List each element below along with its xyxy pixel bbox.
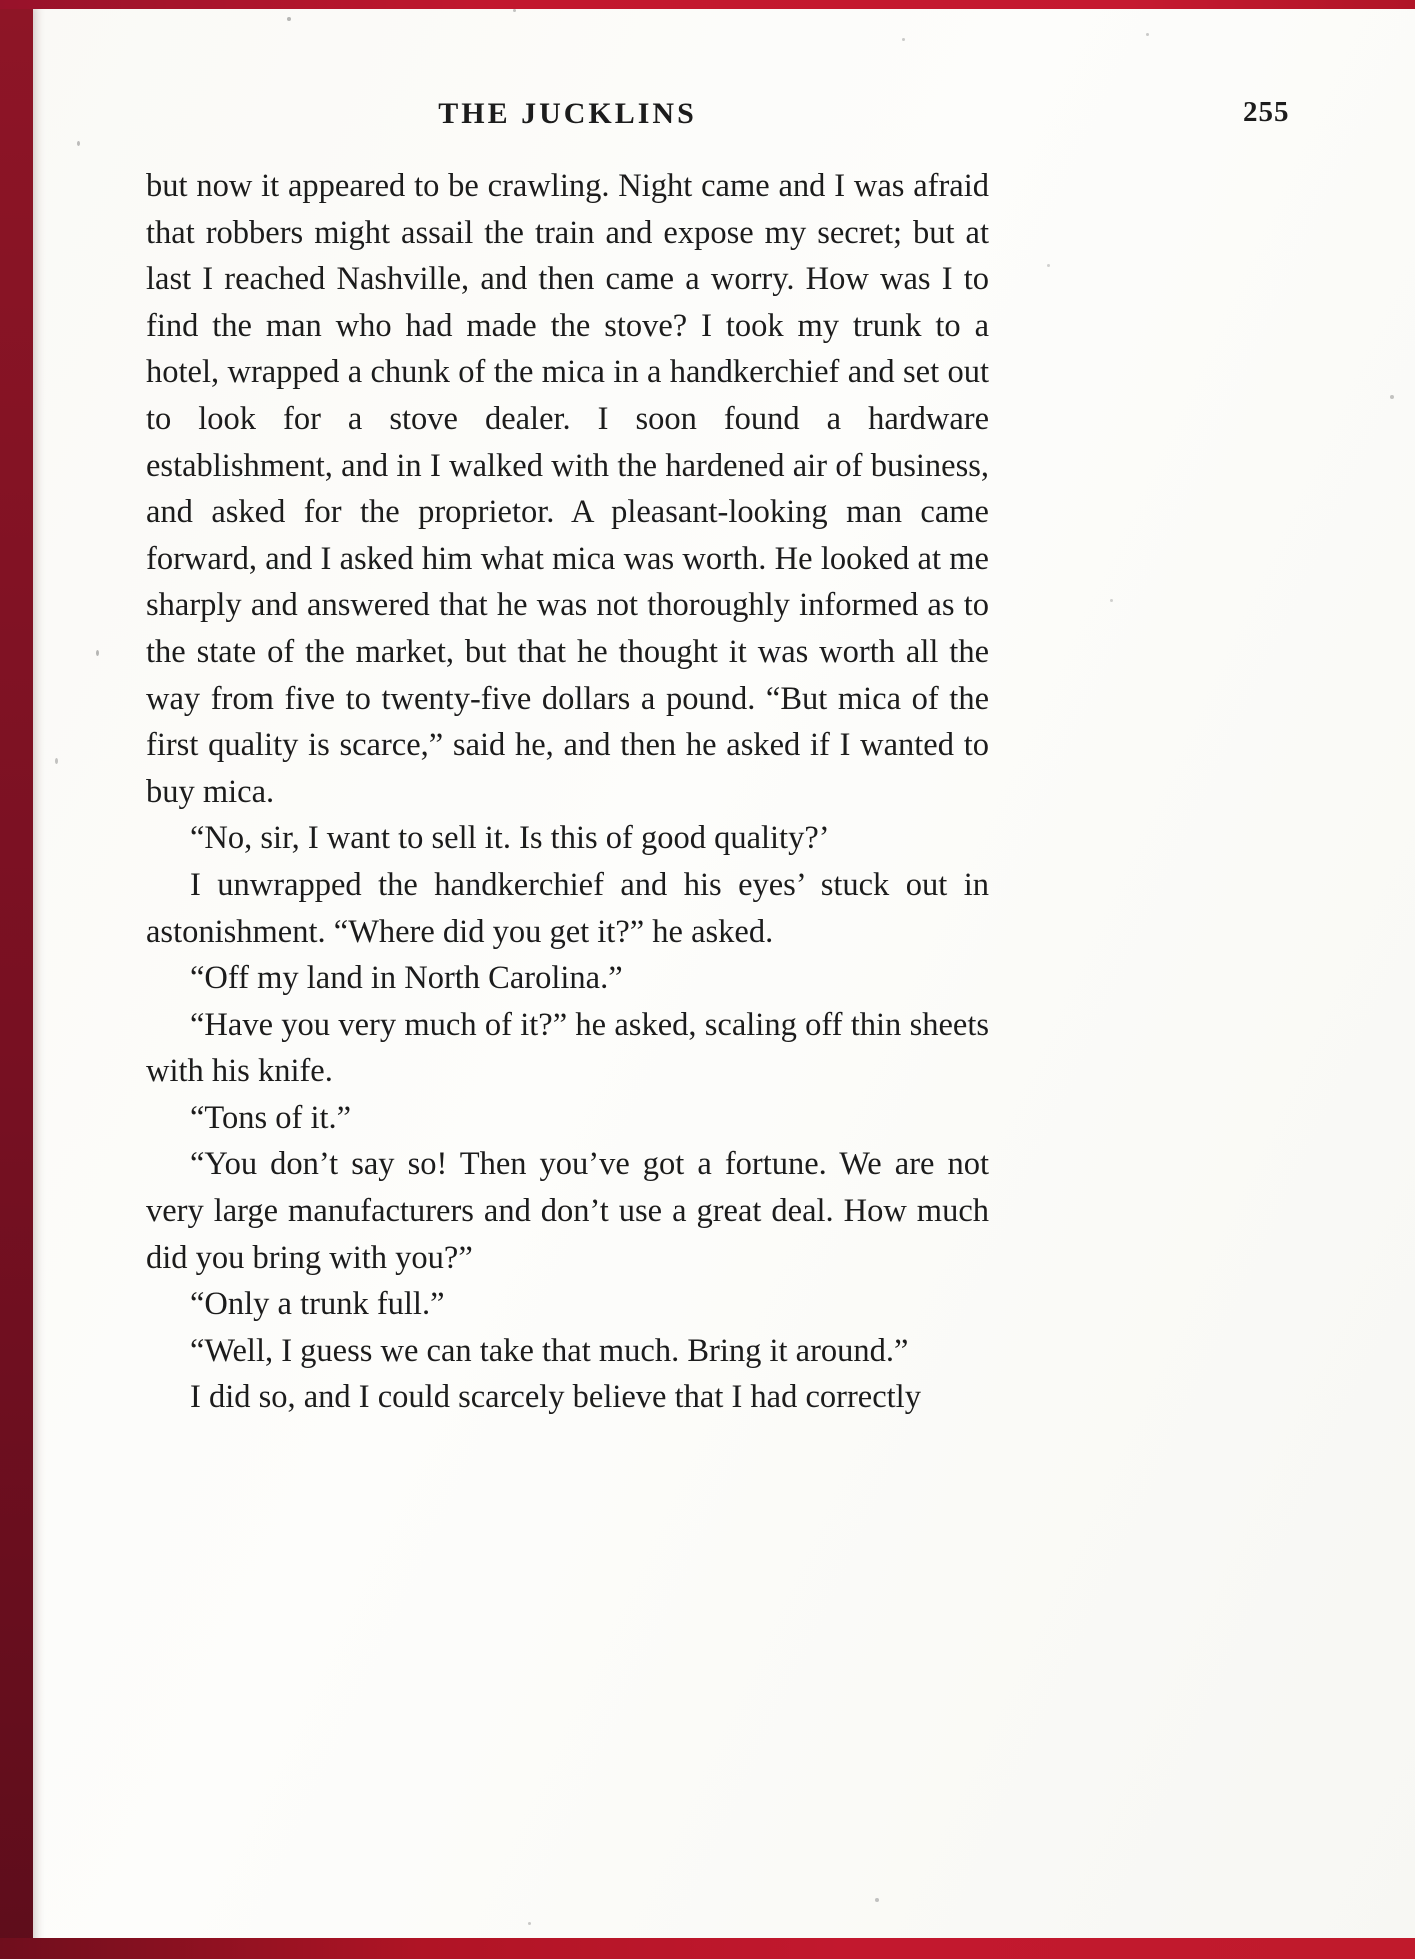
paragraph: “Well, I guess we can take that much. Bring it around.” [190, 1332, 909, 1369]
scan-speckle [1146, 33, 1149, 36]
page-edge-top [0, 0, 1415, 9]
paragraph: “Have you very much of it?” he asked, scaling off thin sheets with his knife. [146, 1006, 989, 1090]
scan-speckle [77, 141, 80, 146]
page-edge-bottom [0, 1938, 1415, 1959]
scan-speckle [1110, 599, 1113, 602]
paragraph: “You don’t say so! Then you’ve got a fortune. We are not very large manufacturers and don’t use a great deal. How much did you bring with you?” [146, 1146, 989, 1276]
paragraph: I unwrapped the handkerchief and his eyes’ stuck out in astonishment. “Where did you get it?” he asked. [146, 866, 989, 950]
scan-speckle [528, 1922, 531, 1925]
paragraph: but now it appeared to be crawling. Night came and I was afraid that robbers might assail the train and expose my secret; but at last I reached Nashville, and then came a worry. How was I to find the man who had made the stove? I took my trunk to a hotel, wrapped a chunk of the mica in a handkerchief and set out to look for a stove dealer. I soon found a hardware establishment, and in I walked with the hardened air of business, and asked for the proprietor. A pleasant-looking man came forward, and I asked him what mica was worth. He looked at me sharply and answered that he was not thoroughly informed as to the state of the market, but that he thought it was worth all the way from five to twenty-five dollars a pound. “But mica of the first quality is scarce,” said he, and then he asked if I wanted to buy mica. [146, 168, 989, 810]
paragraph: “Tons of it.” [190, 1099, 352, 1136]
scan-speckle [875, 1898, 879, 1902]
book-spine-edge [0, 0, 33, 1959]
scan-speckle [513, 9, 516, 12]
scan-speckle [902, 38, 905, 41]
paragraph: “Only a trunk full.” [190, 1286, 445, 1323]
paragraph: I did so, and I could scarcely believe that I had correctly [190, 1379, 921, 1416]
running-head-title: THE JUCKLINS [438, 97, 697, 130]
scan-speckle [1047, 264, 1050, 267]
scan-speckle [1390, 395, 1394, 399]
scan-speckle [287, 17, 291, 21]
page-number: 255 [1243, 96, 1290, 128]
scan-speckle [96, 650, 99, 656]
paragraph: “Off my land in North Carolina.” [190, 960, 623, 997]
paragraph: “No, sir, I want to sell it. Is this of good quality?’ [190, 820, 830, 857]
scan-speckle [55, 758, 58, 764]
page-text [146, 163, 989, 1421]
